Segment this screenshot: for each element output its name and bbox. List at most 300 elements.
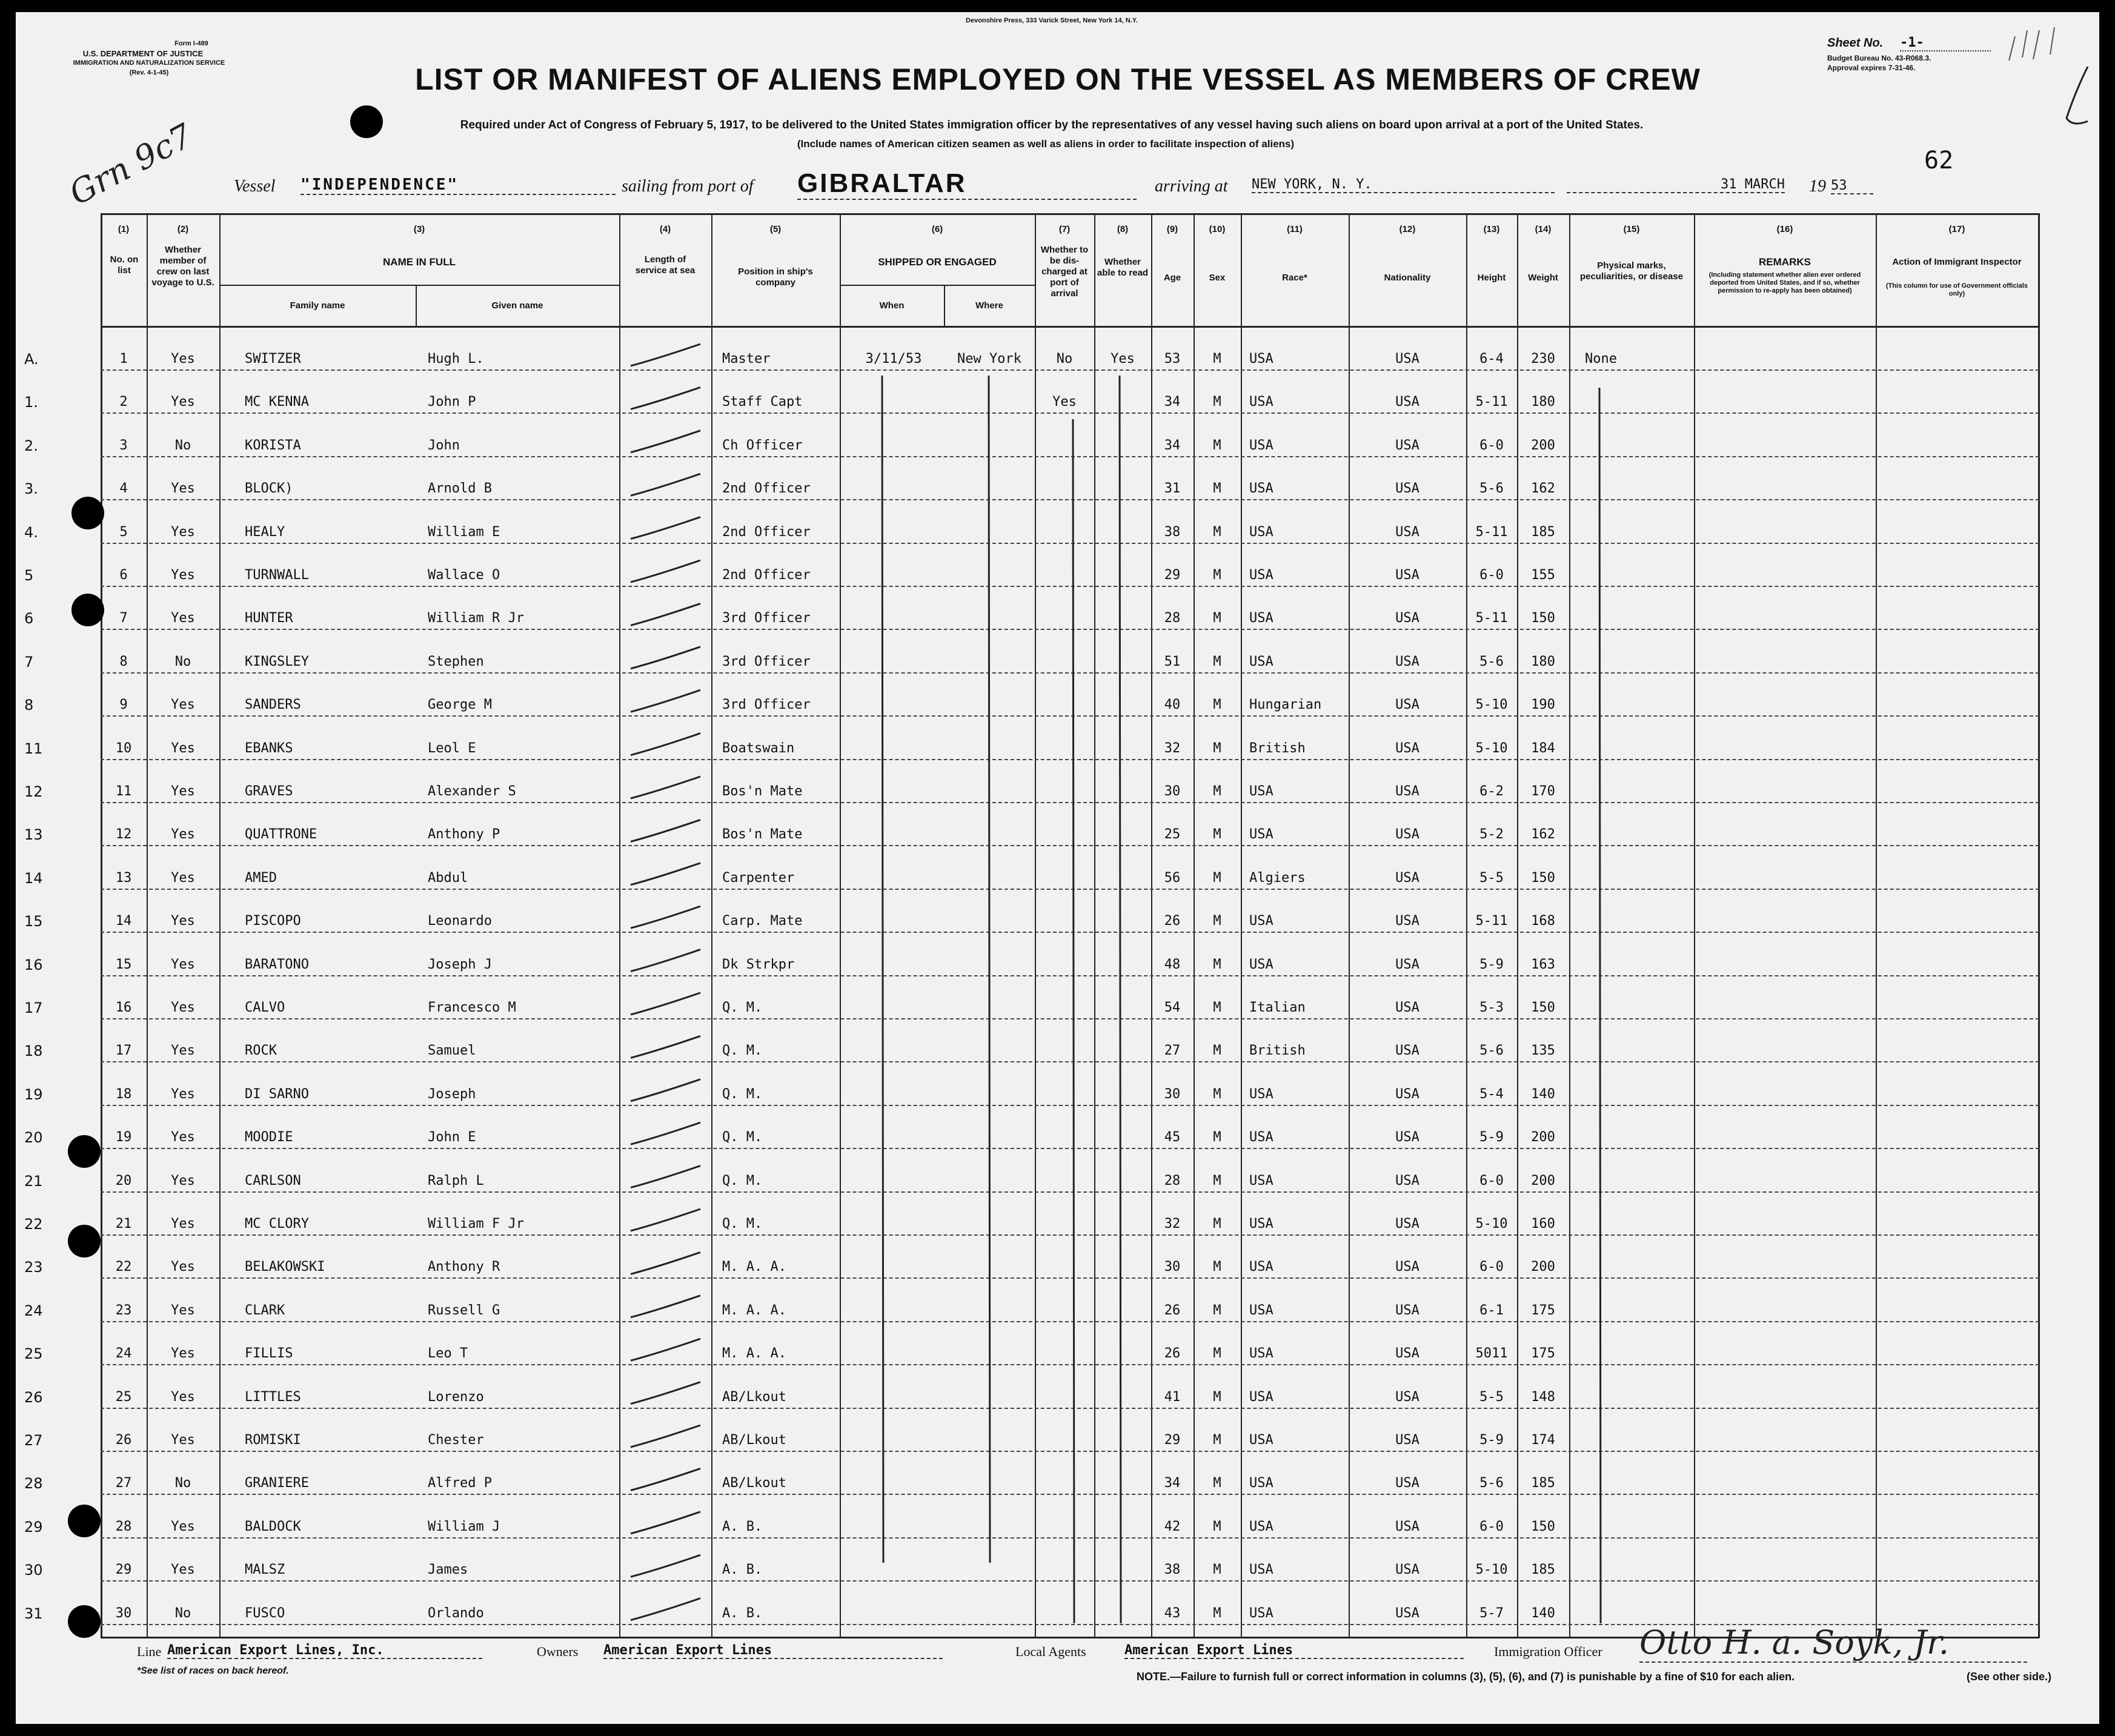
service-tick-mark — [631, 1252, 700, 1274]
col6-label: SHIPPED OR ENGAGED — [878, 256, 997, 268]
cell-last: Yes — [171, 956, 195, 972]
ditto-line — [1599, 388, 1601, 1623]
cell-given: Anthony P — [428, 827, 500, 843]
cell-height: 5-11 — [1475, 524, 1508, 540]
cell-given: Orlando — [428, 1605, 484, 1621]
cell-height: 5-9 — [1479, 1130, 1504, 1145]
cell-no: 16 — [115, 1000, 132, 1015]
cell-height: 6-0 — [1479, 1519, 1504, 1534]
cell-weight: 150 — [1531, 1000, 1555, 1015]
cell-position: Bos'n Mate — [722, 784, 803, 799]
service-tick-mark — [631, 387, 700, 409]
cell-sex: M — [1213, 784, 1221, 799]
cell-position: 3rd Officer — [722, 697, 811, 713]
cell-weight: 162 — [1531, 481, 1555, 497]
cell-family: MALSZ — [245, 1562, 285, 1578]
cell-nat: USA — [1395, 1043, 1419, 1059]
cell-age: 54 — [1164, 1000, 1181, 1015]
cell-family: SWITZER — [245, 351, 301, 366]
cell-position: A. B. — [722, 1605, 763, 1621]
cell-no: 10 — [115, 740, 132, 756]
cell-weight: 163 — [1531, 956, 1555, 972]
service-tick-mark — [631, 950, 700, 972]
cell-margin: 14 — [24, 869, 43, 887]
col14-label: Weight — [1528, 273, 1558, 283]
col6-where-label: Where — [975, 300, 1003, 311]
cell-given: Lorenzo — [428, 1389, 484, 1405]
cell-weight: 175 — [1531, 1346, 1555, 1362]
cell-height: 5-11 — [1475, 913, 1508, 929]
col3-label: NAME IN FULL — [383, 256, 456, 268]
cell-race: USA — [1249, 568, 1273, 583]
cell-race: USA — [1249, 524, 1273, 540]
cell-sex: M — [1213, 654, 1221, 669]
col13-number: (13) — [1483, 224, 1500, 234]
cell-nat: USA — [1395, 351, 1419, 366]
cell-height: 6-0 — [1479, 437, 1504, 453]
cell-no: 5 — [119, 524, 128, 540]
col5-number: (5) — [769, 224, 782, 234]
col17-note: (This column for use of Government officials only) — [1885, 282, 2028, 297]
cell-weight: 200 — [1531, 1259, 1555, 1275]
cell-race: British — [1249, 740, 1306, 756]
cell-position: AB/Lkout — [722, 1476, 786, 1491]
cell-given: Wallace O — [428, 568, 500, 583]
cell-race: USA — [1249, 1302, 1273, 1318]
ditto-line — [1073, 419, 1074, 1623]
cell-family: GRAVES — [245, 784, 293, 799]
service-tick-mark — [631, 1468, 700, 1490]
cell-race: USA — [1249, 1216, 1273, 1231]
cell-weight: 185 — [1531, 1476, 1555, 1491]
cell-age: 51 — [1164, 654, 1181, 669]
service-tick-mark — [631, 560, 700, 582]
cell-given: Leonardo — [428, 913, 492, 929]
cell-family: DI SARNO — [245, 1086, 309, 1102]
cell-race: USA — [1249, 1562, 1273, 1578]
cell-height: 5-6 — [1479, 481, 1504, 497]
cell-age: 45 — [1164, 1130, 1181, 1145]
cell-weight: 140 — [1531, 1605, 1555, 1621]
cell-last: Yes — [171, 1043, 195, 1059]
col12-number: (12) — [1399, 224, 1416, 234]
cell-nat: USA — [1395, 437, 1419, 453]
cell-race: USA — [1249, 394, 1273, 410]
department-name: U.S. DEPARTMENT OF JUSTICE — [82, 49, 204, 58]
cell-race: USA — [1249, 827, 1273, 843]
cell-weight: 155 — [1531, 568, 1555, 583]
cell-given: Joseph — [428, 1086, 476, 1102]
col11-label: Race* — [1282, 273, 1307, 283]
cell-sex: M — [1213, 1000, 1221, 1015]
service-tick-mark — [631, 906, 700, 928]
cell-position: 3rd Officer — [722, 654, 811, 669]
cell-no: 4 — [119, 481, 128, 497]
col10-number: (10) — [1209, 224, 1226, 234]
service-tick-mark — [631, 1599, 700, 1620]
cell-height: 5-10 — [1475, 697, 1508, 713]
col13-label: Height — [1477, 273, 1506, 283]
cell-last: Yes — [171, 1562, 195, 1578]
page-number: 62 — [1924, 147, 1954, 174]
service-tick-mark — [631, 1425, 700, 1447]
cell-last: No — [174, 654, 191, 669]
cell-age: 29 — [1164, 568, 1181, 583]
cell-no: 29 — [115, 1562, 132, 1578]
line-value: American Export Lines, Inc. — [167, 1643, 482, 1659]
cell-position: Carp. Mate — [722, 913, 803, 929]
cell-nat: USA — [1395, 1086, 1419, 1102]
cell-nat: USA — [1395, 481, 1419, 497]
cell-given: Samuel — [428, 1043, 476, 1059]
cell-height: 5-10 — [1475, 740, 1508, 756]
cell-height: 5-5 — [1479, 870, 1504, 886]
col4-label: Length of service at sea — [635, 254, 696, 276]
cell-margin: 13 — [24, 826, 43, 844]
cell-age: 26 — [1164, 1302, 1181, 1318]
col11-number: (11) — [1287, 224, 1303, 234]
cell-position: Dk Strkpr — [722, 956, 795, 972]
cell-age: 25 — [1164, 827, 1181, 843]
cell-given: William E — [428, 524, 500, 540]
col16-label: REMARKS — [1759, 256, 1811, 268]
cell-sex: M — [1213, 1433, 1221, 1448]
cell-height: 5-10 — [1475, 1562, 1508, 1578]
cell-weight: 135 — [1531, 1043, 1555, 1059]
service-tick-mark — [631, 517, 700, 539]
col1-label: No. on list — [110, 254, 139, 276]
cell-family: BELAKOWSKI — [245, 1259, 325, 1275]
cell-sex: M — [1213, 1605, 1221, 1621]
cell-disch: No — [1056, 351, 1073, 366]
cell-family: BALDOCK — [245, 1519, 301, 1534]
cell-nat: USA — [1395, 1216, 1419, 1231]
cell-last: Yes — [171, 740, 195, 756]
service-tick-mark — [631, 863, 700, 885]
cell-sex: M — [1213, 351, 1221, 366]
col14-number: (14) — [1535, 224, 1552, 234]
cell-height: 6-0 — [1479, 1259, 1504, 1275]
col7-label: Whether to be dis-charged at port of arrival — [1040, 245, 1089, 299]
cell-sex: M — [1213, 524, 1221, 540]
cell-weight: 170 — [1531, 784, 1555, 799]
cell-nat: USA — [1395, 740, 1419, 756]
punch-hole — [71, 594, 104, 626]
cell-sex: M — [1213, 1130, 1221, 1145]
cell-sex: M — [1213, 437, 1221, 453]
cell-family: FUSCO — [245, 1605, 285, 1621]
cell-margin: 15 — [24, 913, 43, 930]
cell-family: BLOCK) — [245, 481, 293, 497]
cell-height: 6-0 — [1479, 1173, 1504, 1188]
owners-value: American Export Lines — [603, 1643, 943, 1659]
owners-label: Owners — [537, 1644, 579, 1659]
officer-label: Immigration Officer — [1494, 1644, 1602, 1659]
ditto-line — [882, 376, 883, 1563]
cell-age: 28 — [1164, 1173, 1181, 1188]
ditto-line — [1120, 376, 1121, 1623]
cell-given: Stephen — [428, 654, 484, 669]
cell-margin: 2. — [24, 437, 38, 454]
line-label: Line — [137, 1644, 162, 1659]
cell-sex: M — [1213, 1216, 1221, 1231]
service-tick-mark — [631, 777, 700, 798]
cell-height: 6-2 — [1479, 784, 1504, 799]
required-line: Required under Act of Congress of February 5, 1917, to be delivered to the United States immigration officer by the representatives of any vessel having such aliens on board upon arrival at a port of the United States. — [460, 119, 1644, 131]
sailing-label: sailing from port of — [622, 177, 754, 196]
cell-family: LITTLES — [245, 1389, 301, 1405]
cell-last: Yes — [171, 784, 195, 799]
cell-last: No — [174, 1605, 191, 1621]
service-tick-mark — [631, 1079, 700, 1101]
cell-family: MC KENNA — [245, 394, 309, 410]
cell-no: 25 — [115, 1389, 132, 1405]
cell-race: USA — [1249, 913, 1273, 929]
cell-position: Boatswain — [722, 740, 795, 756]
cell-weight: 150 — [1531, 611, 1555, 626]
cell-last: Yes — [171, 1346, 195, 1362]
see-other-side: (See other side.) — [1967, 1671, 2052, 1683]
cell-race: USA — [1249, 611, 1273, 626]
cell-sex: M — [1213, 1173, 1221, 1188]
cell-weight: 160 — [1531, 1216, 1555, 1231]
cell-last: Yes — [171, 1086, 195, 1102]
col3-given-label: Given name — [491, 300, 543, 311]
service-tick-mark — [631, 734, 700, 755]
agents-label: Local Agents — [1015, 1644, 1086, 1659]
cell-margin: 29 — [24, 1518, 43, 1536]
cell-nat: USA — [1395, 654, 1419, 669]
races-note: *See list of races on back hereof. — [137, 1666, 289, 1676]
cell-age: 30 — [1164, 1086, 1181, 1102]
cell-no: 6 — [119, 568, 128, 583]
cell-height: 5-3 — [1479, 1000, 1504, 1015]
cell-no: 19 — [115, 1130, 132, 1145]
cell-age: 30 — [1164, 784, 1181, 799]
col9-number: (9) — [1166, 224, 1178, 234]
col16-note: (Including statement whether alien ever ordered deported from United States, and if so, whether permission to re-apply has been obtained) — [1708, 271, 1861, 294]
cell-no: 8 — [119, 654, 128, 669]
col15-number: (15) — [1623, 224, 1640, 234]
cell-height: 5-6 — [1479, 654, 1504, 669]
cell-nat: USA — [1395, 1346, 1419, 1362]
cell-race: USA — [1249, 1389, 1273, 1405]
cell-age: 26 — [1164, 1346, 1181, 1362]
cell-last: Yes — [171, 481, 195, 497]
cell-last: Yes — [171, 1433, 195, 1448]
cell-last: Yes — [171, 611, 195, 626]
cell-last: Yes — [171, 1216, 195, 1231]
cell-weight: 200 — [1531, 1130, 1555, 1145]
cell-given: William F Jr — [428, 1216, 524, 1231]
cell-nat: USA — [1395, 784, 1419, 799]
cell-given: Anthony R — [428, 1259, 500, 1275]
cell-no: 18 — [115, 1086, 132, 1102]
col10-label: Sex — [1209, 273, 1226, 283]
service-tick-mark — [631, 1296, 700, 1317]
col15-label: Physical marks, peculiarities, or disease — [1579, 260, 1684, 282]
cell-family: CALVO — [245, 1000, 285, 1015]
cell-margin: 4. — [24, 523, 38, 541]
cell-sex: M — [1213, 740, 1221, 756]
cell-race: USA — [1249, 1130, 1273, 1145]
cell-sex: M — [1213, 827, 1221, 843]
port-value: GIBRALTAR — [797, 168, 1137, 200]
include-line: (Include names of American citizen seamen as well as aliens in order to facilitate inspection of aliens) — [797, 138, 1295, 150]
service-tick-mark — [631, 647, 700, 669]
cell-nat: USA — [1395, 913, 1419, 929]
cell-race: Algiers — [1249, 870, 1306, 886]
cell-family: HUNTER — [245, 611, 293, 626]
cell-nat: USA — [1395, 870, 1419, 886]
col5-label: Position in ship's company — [738, 267, 813, 288]
cell-family: GRANIERE — [245, 1476, 309, 1491]
cell-position: M. A. A. — [722, 1302, 786, 1318]
col16-number: (16) — [1776, 224, 1793, 234]
cell-position: Master — [722, 351, 771, 366]
cell-position: Q. M. — [722, 1130, 763, 1145]
cell-race: USA — [1249, 481, 1273, 497]
cell-age: 29 — [1164, 1433, 1181, 1448]
cell-no: 14 — [115, 913, 132, 929]
cell-margin: 16 — [24, 956, 43, 973]
cell-race: Italian — [1249, 1000, 1306, 1015]
cell-no: 20 — [115, 1173, 132, 1188]
cell-family: MOODIE — [245, 1130, 293, 1145]
cell-margin: 30 — [24, 1562, 43, 1579]
cell-position: Q. M. — [722, 1173, 763, 1188]
cell-nat: USA — [1395, 1000, 1419, 1015]
cell-height: 5-5 — [1479, 1389, 1504, 1405]
cell-margin: 8 — [24, 697, 34, 714]
cell-weight: 185 — [1531, 524, 1555, 540]
service-name: IMMIGRATION AND NATURALIZATION SERVICE — [73, 59, 225, 67]
cell-margin: A. — [24, 351, 39, 368]
printer-line: Devonshire Press, 333 Varick Street, New York 14, N.Y. — [966, 17, 1138, 24]
cell-margin: 25 — [24, 1345, 43, 1363]
service-tick-mark — [631, 1166, 700, 1188]
cell-age: 32 — [1164, 740, 1181, 756]
cell-sex: M — [1213, 1389, 1221, 1405]
col17-number: (17) — [1948, 224, 1965, 234]
cell-sex: M — [1213, 1476, 1221, 1491]
cell-last: Yes — [171, 1302, 195, 1318]
cell-family: FILLIS — [245, 1346, 293, 1362]
arriving-value: NEW YORK, N. Y. — [1252, 177, 1555, 193]
cell-age: 53 — [1164, 351, 1181, 366]
cell-weight: 140 — [1531, 1086, 1555, 1102]
cell-sex: M — [1213, 1562, 1221, 1578]
cell-nat: USA — [1395, 1519, 1419, 1534]
cell-age: 40 — [1164, 697, 1181, 713]
cell-sex: M — [1213, 870, 1221, 886]
cell-nat: USA — [1395, 1562, 1419, 1578]
cell-family: MC CLORY — [245, 1216, 309, 1231]
cell-margin: 23 — [24, 1259, 43, 1276]
cell-no: 7 — [119, 611, 128, 626]
cell-race: USA — [1249, 1086, 1273, 1102]
cell-margin: 20 — [24, 1129, 43, 1147]
cell-race: USA — [1249, 784, 1273, 799]
cell-margin: 18 — [24, 1042, 43, 1060]
cell-family: ROCK — [245, 1043, 277, 1059]
cell-last: Yes — [171, 1389, 195, 1405]
cell-age: 32 — [1164, 1216, 1181, 1231]
cell-weight: 185 — [1531, 1562, 1555, 1578]
cell-weight: 230 — [1531, 351, 1555, 366]
cell-family: BARATONO — [245, 956, 309, 972]
cell-age: 31 — [1164, 481, 1181, 497]
cell-weight: 180 — [1531, 394, 1555, 410]
ditto-line — [989, 376, 990, 1563]
cell-given: Abdul — [428, 870, 468, 886]
cell-last: Yes — [171, 827, 195, 843]
agents-value: American Export Lines — [1124, 1643, 1464, 1659]
cell-age: 56 — [1164, 870, 1181, 886]
cell-sex: M — [1213, 481, 1221, 497]
col12-label: Nationality — [1384, 273, 1431, 283]
cell-family: PISCOPO — [245, 913, 301, 929]
cell-margin: 19 — [24, 1085, 43, 1103]
col17-label: Action of Immigrant Inspector — [1892, 257, 2022, 267]
cell-last: Yes — [171, 870, 195, 886]
cell-weight: 180 — [1531, 654, 1555, 669]
form-number: Form I-489 — [174, 40, 208, 47]
cell-age: 41 — [1164, 1389, 1181, 1405]
col8-label: Whether able to read — [1097, 257, 1149, 278]
cell-height: 5-11 — [1475, 394, 1508, 410]
cell-family: HEALY — [245, 524, 285, 540]
cell-height: 5-6 — [1479, 1043, 1504, 1059]
col3-family-label: Family name — [290, 300, 345, 311]
cell-age: 34 — [1164, 437, 1181, 453]
cell-position: M. A. A. — [722, 1346, 786, 1362]
cell-margin: 3. — [24, 480, 38, 498]
cell-height: 6-1 — [1479, 1302, 1504, 1318]
cell-position: AB/Lkout — [722, 1389, 786, 1405]
cell-given: William R Jr — [428, 611, 524, 626]
service-tick-mark — [631, 690, 700, 712]
cell-no: 22 — [115, 1259, 132, 1275]
cell-no: 27 — [115, 1476, 132, 1491]
service-tick-mark — [631, 474, 700, 495]
cell-position: Q. M. — [722, 1043, 763, 1059]
cell-given: Leo T — [428, 1346, 468, 1362]
cell-family: CARLSON — [245, 1173, 301, 1188]
cell-given: Alfred P — [428, 1476, 492, 1491]
form-edition: (Rev. 4-1-45) — [129, 69, 169, 76]
service-tick-mark — [631, 344, 700, 366]
cell-age: 26 — [1164, 913, 1181, 929]
cell-position: Carpenter — [722, 870, 795, 886]
cell-given: Alexander S — [428, 784, 516, 799]
cell-race: USA — [1249, 351, 1273, 366]
cell-age: 27 — [1164, 1043, 1181, 1059]
cell-given: Leol E — [428, 740, 476, 756]
cell-age: 30 — [1164, 1259, 1181, 1275]
vessel-value: "INDEPENDENCE" — [300, 176, 616, 195]
cell-last: Yes — [171, 1000, 195, 1015]
cell-race: Hungarian — [1249, 697, 1322, 713]
col3-number: (3) — [413, 224, 425, 234]
cell-race: USA — [1249, 654, 1273, 669]
cell-no: 9 — [119, 697, 128, 713]
cell-nat: USA — [1395, 394, 1419, 410]
col2-label: Whether member of crew on last voyage to U.S. — [151, 245, 214, 288]
cell-last: No — [174, 437, 191, 453]
cell-last: Yes — [171, 1173, 195, 1188]
cell-position: Bos'n Mate — [722, 827, 803, 843]
